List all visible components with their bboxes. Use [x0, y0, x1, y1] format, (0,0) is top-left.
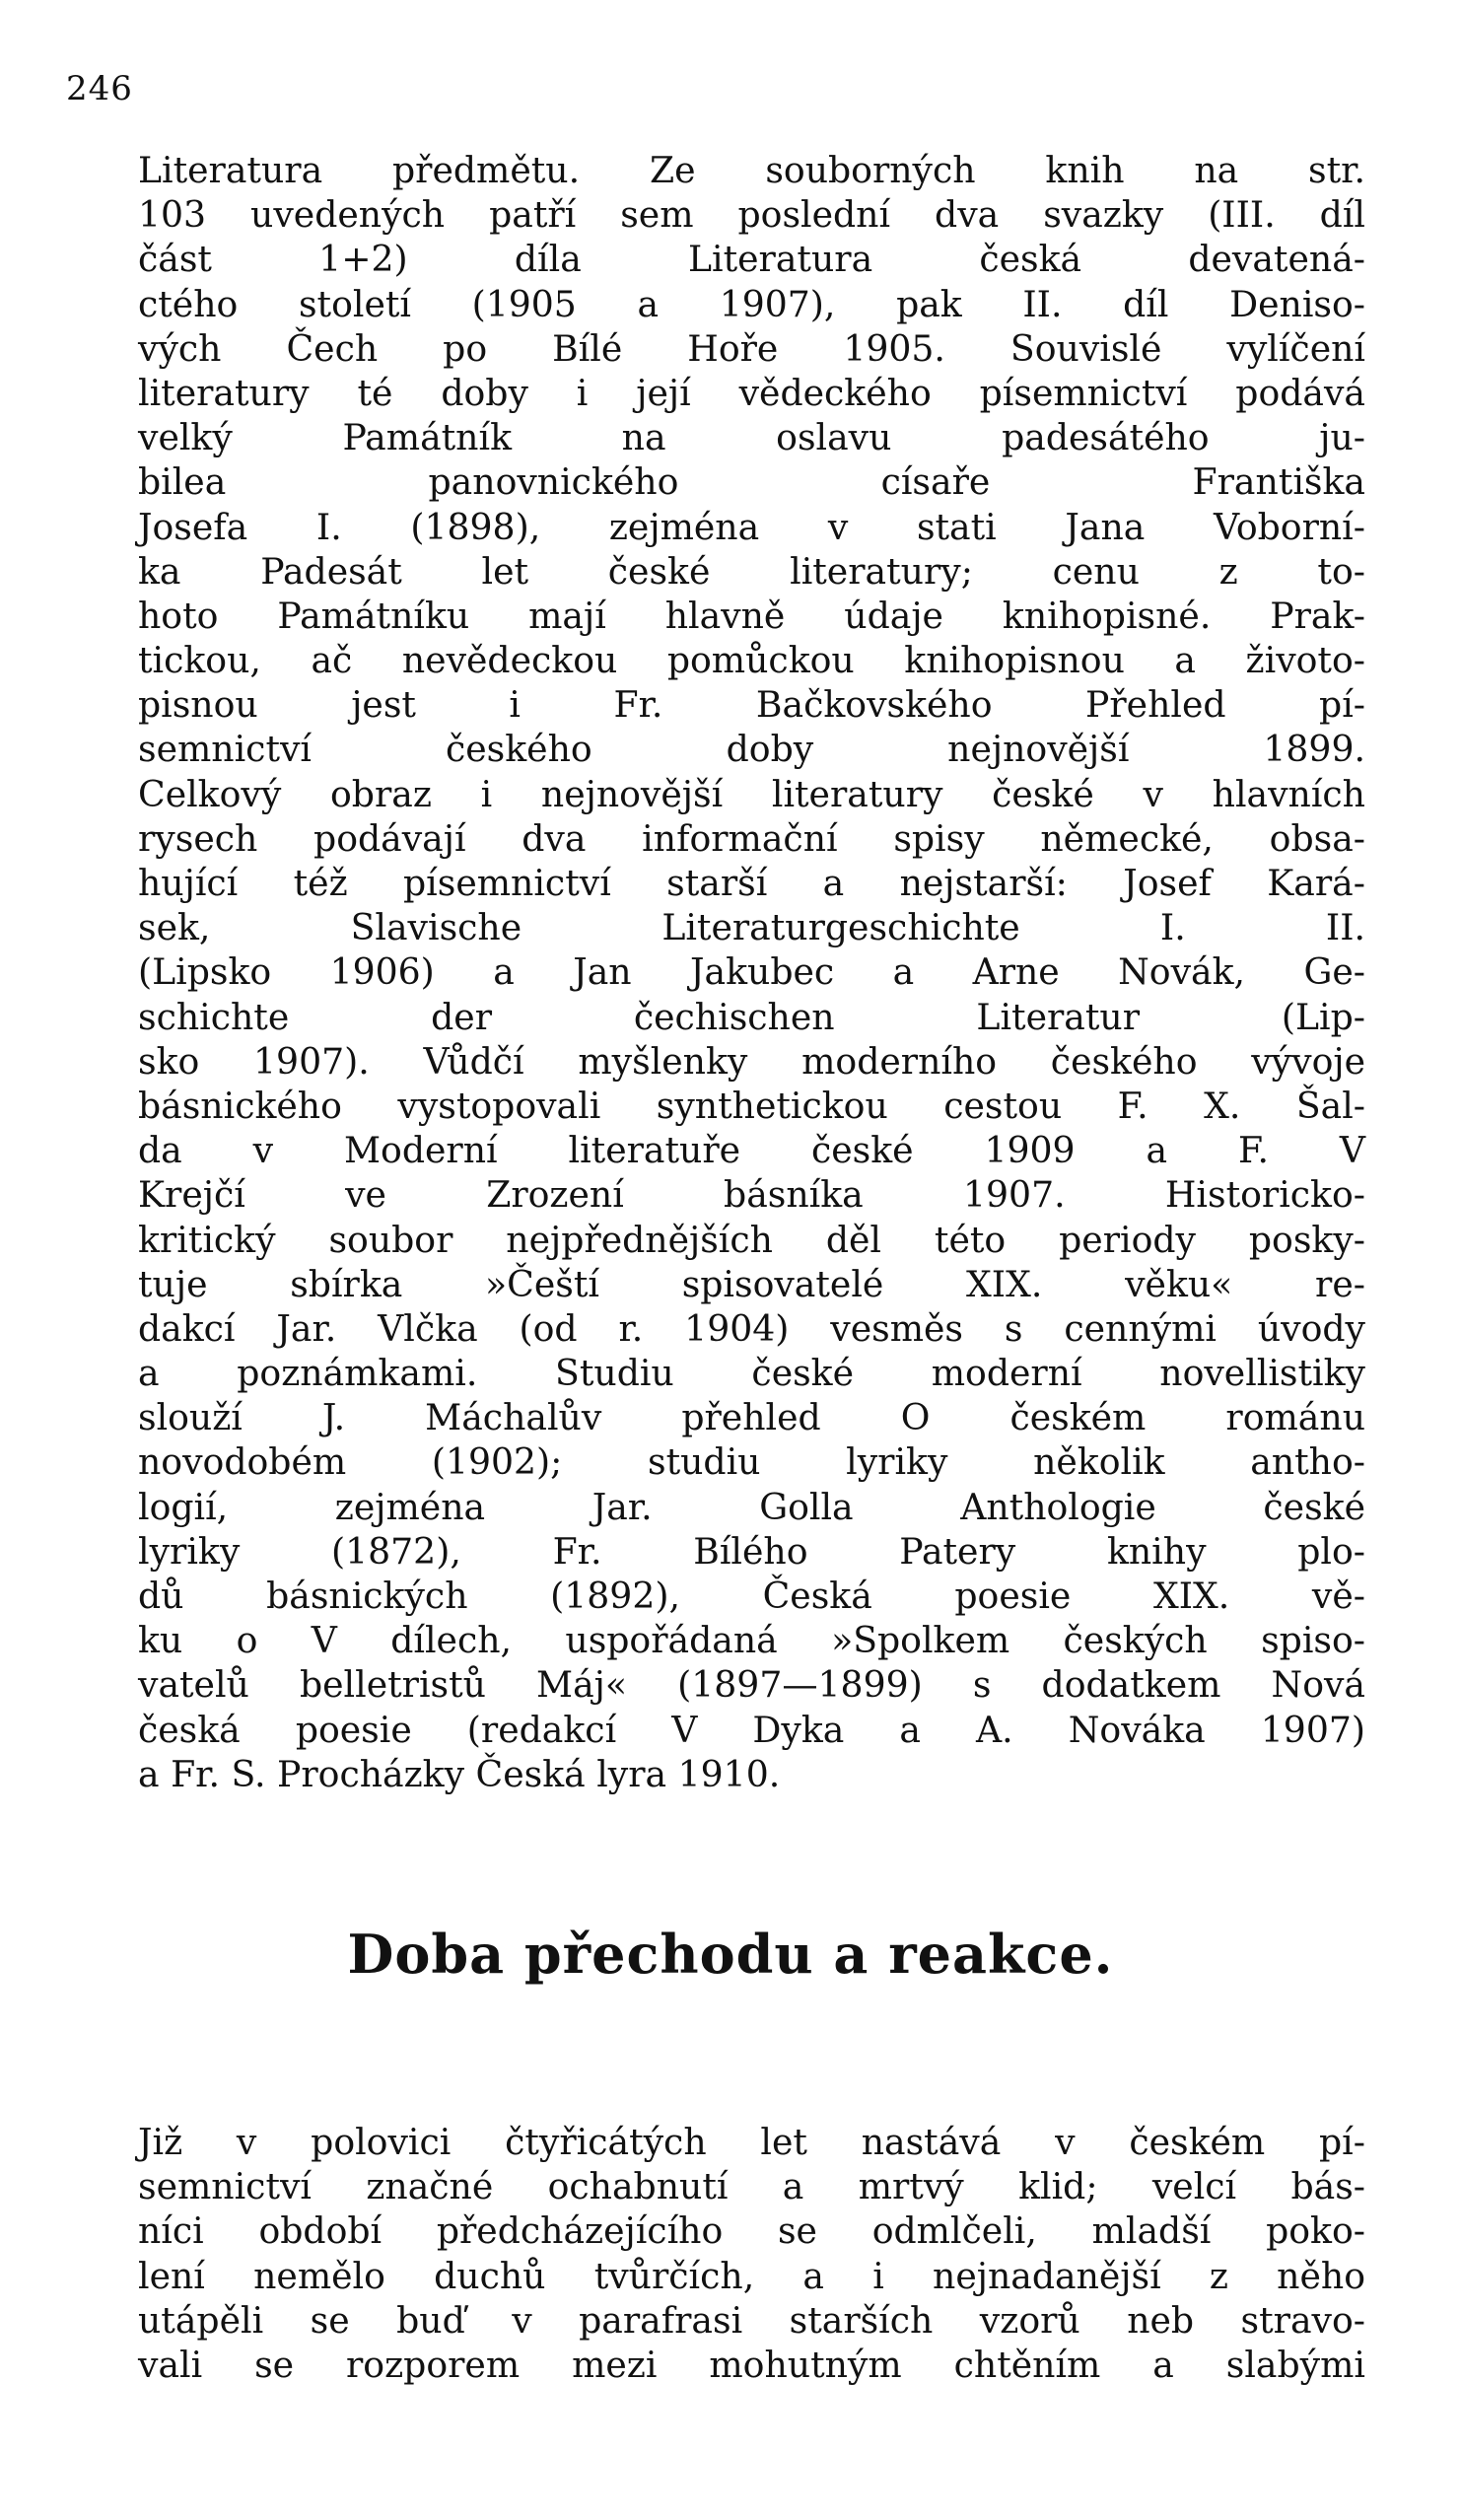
text-line: hující též písemnictví starší a nejstarší: Josef Kará-: [138, 862, 1365, 904]
text-line: Literatura předmětu. Ze souborných knih na str.: [138, 149, 1365, 191]
page-number: 246: [66, 69, 133, 108]
text-line: níci období předcházejícího se odmlčeli, mladší poko-: [138, 2209, 1365, 2253]
text-line: Krejčí ve Zrození básníka 1907. Historicko-: [138, 1173, 1365, 1217]
text-line: kritický soubor nejpřednějších děl této periody posky-: [138, 1218, 1365, 1261]
text-line: Celkový obraz i nejnovější literatury české v hlavních: [138, 772, 1365, 815]
text-line: slouží J. Máchalův přehled O českém románu: [138, 1396, 1365, 1439]
text-line: novodobém (1902); studiu lyriky několik antho-: [138, 1440, 1365, 1484]
text-line: logií, zejména Jar. Golla Anthologie české: [138, 1485, 1365, 1528]
text-line: utápěli se buď v parafrasi starších vzorů neb stravo-: [138, 2298, 1365, 2342]
text-line: ctého století (1905 a 1907), pak II. díl Deniso-: [138, 282, 1365, 325]
text-line: velký Památník na oslavu padesátého ju-: [138, 416, 1365, 459]
text-line: literatury té doby i její vědeckého písemnictví podává: [138, 371, 1365, 414]
text-line: ka Padesát let české literatury; cenu z to-: [138, 549, 1365, 593]
text-line: lení nemělo duchů tvůrčích, a i nejnadanější z něho: [138, 2254, 1365, 2297]
text-line: bilea panovnického císaře Františka: [138, 460, 1365, 504]
text-line: lyriky (1872), Fr. Bílého Patery knihy plo-: [138, 1529, 1365, 1573]
text-line: rysech podávají dva informační spisy německé, obsa-: [138, 816, 1365, 860]
text-line: básnického vystopovali synthetickou cestou F. X. Šal-: [138, 1084, 1365, 1127]
text-line: dakcí Jar. Vlčka (od r. 1904) vesměs s cennými úvody: [138, 1306, 1365, 1350]
text-line: tickou, ač nevědeckou pomůckou knihopisnou a životo-: [138, 639, 1365, 682]
text-line: semnictví českého doby nejnovější 1899.: [138, 728, 1365, 771]
text-line: dů básnických (1892), Česká poesie XIX. vě-: [138, 1575, 1365, 1617]
text-line: schichte der čechischen Literatur (Lip-: [138, 995, 1365, 1038]
text-line: Již v polovici čtyřicátých let nastává v českém pí-: [138, 2121, 1365, 2163]
text-line: část 1+2) díla Literatura česká devatená-: [138, 238, 1365, 281]
text-line: pisnou jest i Fr. Bačkovského Přehled pí-: [138, 683, 1365, 727]
literature-paragraph: [138, 148, 1365, 1796]
text-line: vých Čech po Bílé Hoře 1905. Souvislé vylíčení: [138, 326, 1365, 370]
text-line: a Fr. S. Procházky Česká lyra 1910.: [138, 1752, 781, 1795]
text-line: vali se rozporem mezi mohutným chtěním a slabými: [138, 2343, 1365, 2386]
text-line: hoto Památníku mají hlavně údaje knihopisné. Prak-: [138, 594, 1365, 637]
text-line: a poznámkami. Studiu české moderní novellistiky: [138, 1352, 1365, 1395]
text-line: vatelů belletristů Máj« (1897—1899) s dodatkem Nová: [138, 1663, 1365, 1707]
text-line: 103 uvedených patří sem poslední dva svazky (III. díl: [138, 193, 1365, 237]
text-line: (Lipsko 1906) a Jan Jakubec a Arne Novák, Ge-: [138, 950, 1365, 994]
text-line: semnictví značné ochabnutí a mrtvý klid; velcí bás-: [138, 2165, 1365, 2208]
text-line: česká poesie (redakcí V Dyka a A. Nováka 1907): [138, 1708, 1365, 1751]
transition-paragraph: [138, 2120, 1365, 2387]
text-line: sko 1907). Vůdčí myšlenky moderního českého vývoje: [138, 1039, 1365, 1083]
text-line: da v Moderní literatuře české 1909 a F. V: [138, 1129, 1365, 1172]
text-line: sek, Slavische Literaturgeschichte I. II.: [138, 906, 1365, 949]
text-line: tuje sbírka »Čeští spisovatelé XIX. věku« re-: [138, 1262, 1365, 1305]
text-line: ku o V dílech, uspořádaná »Spolkem českých spiso-: [138, 1619, 1365, 1662]
text-line: Josefa I. (1898), zejména v stati Jana Voborní-: [138, 505, 1365, 548]
section-heading: Doba přechodu a reakce.: [347, 1923, 1114, 1986]
